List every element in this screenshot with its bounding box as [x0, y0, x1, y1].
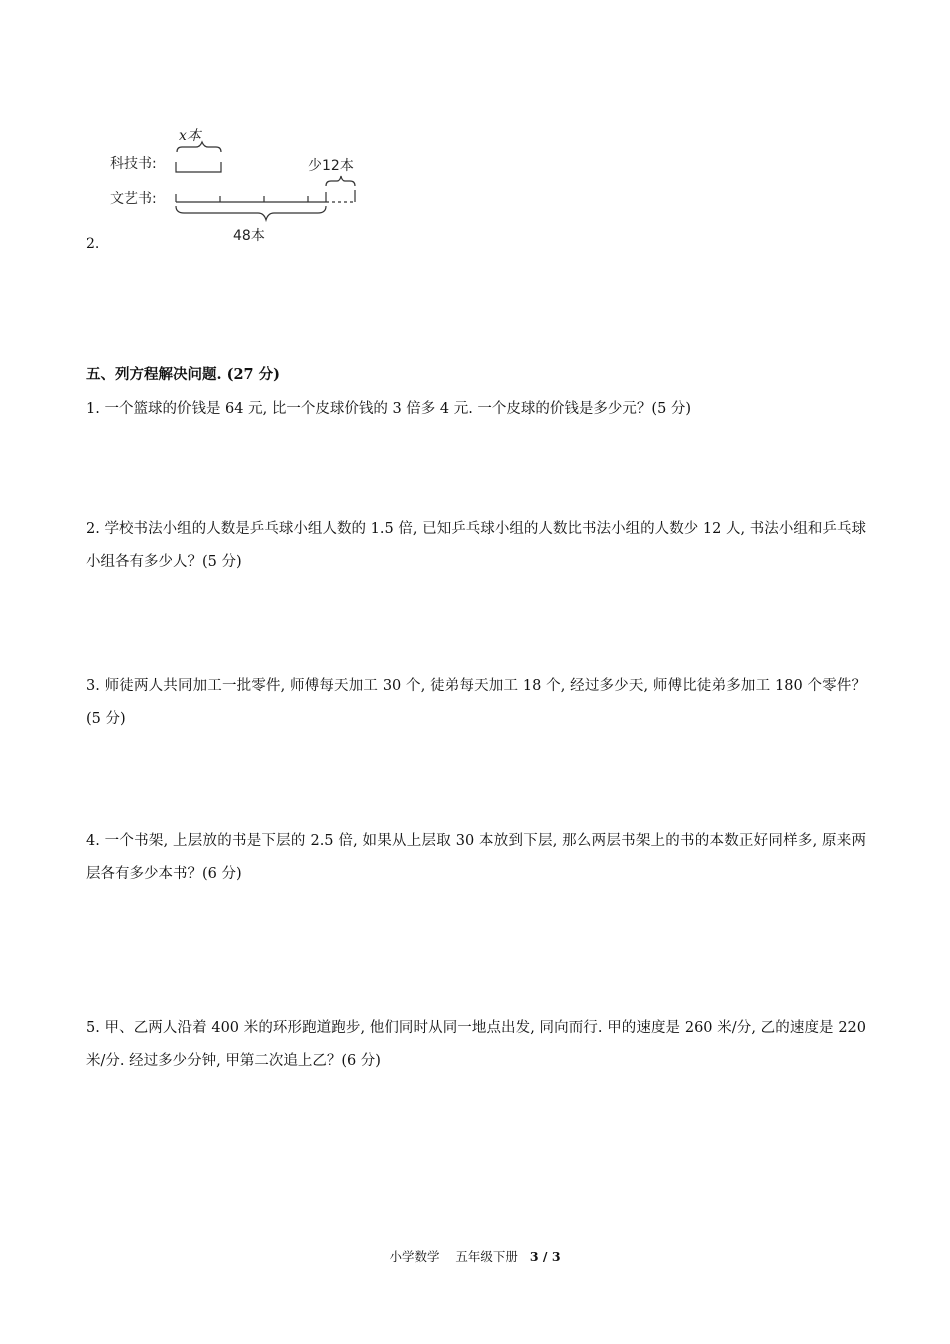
- problem-1: 1. 一个篮球的价钱是 64 元, 比一个皮球价钱的 3 倍多 4 元. 一个皮球的价钱是多少元？(5 分): [86, 401, 692, 417]
- page-footer: [0, 1247, 950, 1265]
- problem-3: 3. 师徒两人共同加工一批零件, 师傅每天加工 30 个, 徒弟每天加工 18 个, 经过多少天, 师傅比徒弟多加工 180 个零件？(5 分): [86, 678, 866, 727]
- problem-4: 4. 一个书架, 上层放的书是下层的 2.5 倍, 如果从上层取 30 本放到下层, 那么两层书架上的书的本数正好同样多, 原来两层各有多少本书？(6 分): [86, 833, 866, 882]
- footer-subject: 小学数学: [389, 1249, 440, 1264]
- less-brace: [326, 176, 355, 186]
- footer-grade: 五年级下册: [455, 1249, 518, 1264]
- diagram-svg: [100, 118, 370, 253]
- label-total-48: 48本: [233, 228, 265, 244]
- label-x-books: x本: [179, 128, 201, 144]
- question-number: 2.: [86, 236, 100, 252]
- science-bar: [176, 162, 221, 172]
- section-title: 五、列方程解决问题. (27 分): [86, 366, 281, 383]
- label-arts-books: 文艺书:: [110, 191, 157, 207]
- label-science-books: 科技书:: [110, 156, 157, 172]
- footer-page-number: 3 / 3: [529, 1249, 561, 1264]
- line-segment-diagram: [100, 118, 370, 253]
- total-brace: [176, 206, 326, 220]
- problem-2: 2. 学校书法小组的人数是乒乓球小组人数的 1.5 倍, 已知乒乓球小组的人数比书法小组的人数少 12 人, 书法小组和乒乓球小组各有多少人？(5 分): [86, 521, 866, 570]
- label-twelve-less: 少12本: [308, 158, 354, 174]
- problem-5: 5. 甲、乙两人沿着 400 米的环形跑道跑步, 他们同时从同一地点出发, 同向而行. 甲的速度是 260 米/分, 乙的速度是 220 米/分. 经过多少分钟, 甲第二次追上乙？(6 分): [86, 1020, 866, 1069]
